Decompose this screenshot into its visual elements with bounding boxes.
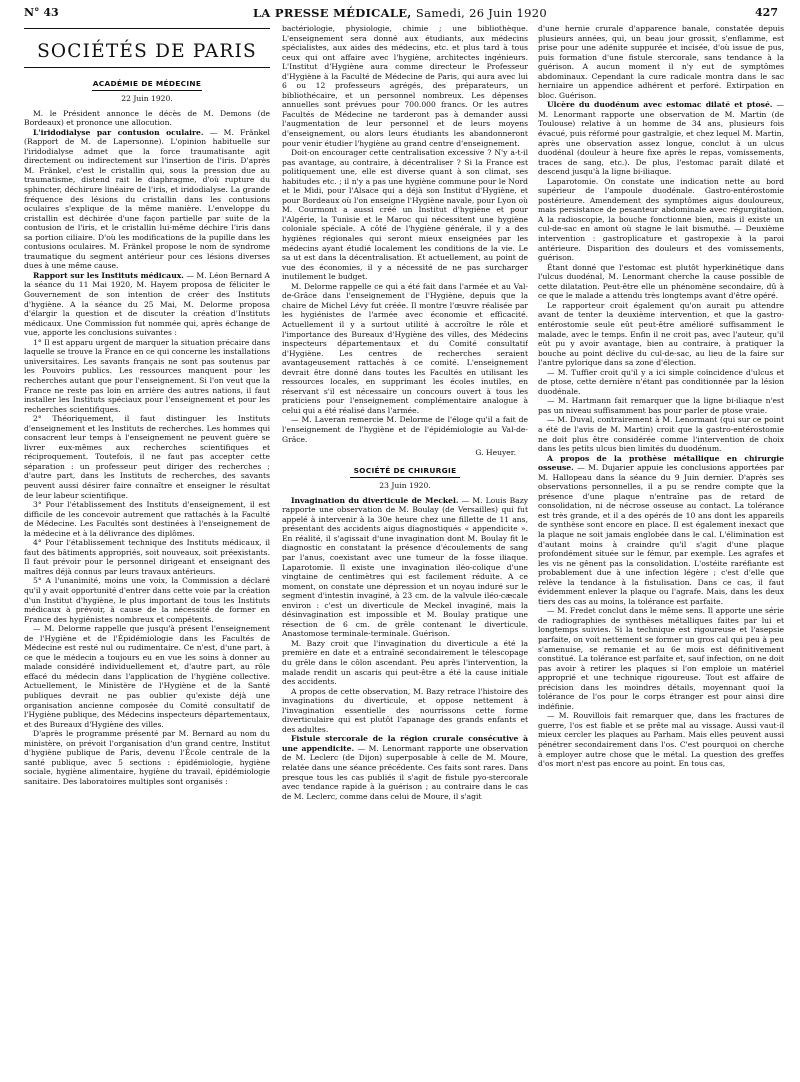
article-heading: A propos de la prothèse métallique en chirurgie osseuse. bbox=[538, 453, 784, 473]
paragraph: 2° Théoriquement, il faut distinguer les Instituts d'enseignement et les Instituts de recherches. Les hommes qui consacrent leur temps à l'enseignement ne peuvent guère se livrer eux-mêmes aux recherches scientifiques et réciproquement. Toutefois, il ne faut pas accepter cette séparation : un professeur peut diriger des recherches ; d'autre part, dans les Instituts de recherches, des savants peuvent aussi désirer faire connaître et enseigner le résultat de leur labeur scientifique. bbox=[24, 414, 270, 500]
paragraph: — M. Rouvillois fait remarquer que, dans les fractures de guerre, l'os est fiable et se prête mal au vissage. Aussi vaut-il mieux cercler les plaques au Parham. Mais elles peuvent aussi pénétrer secondairement dans l'os. C'est pourquoi on cherche à employer autre chose que le métal. La question des greffes d'os mort n'est pas encore au point. En tous cas, bbox=[538, 711, 784, 769]
journal-title-line bbox=[0, 6, 800, 20]
article-heading: L'iridodialyse par contusion oculaire. bbox=[33, 127, 204, 137]
section-heading-chirurgie: SOCIÉTÉ DE CHIRURGIE bbox=[282, 466, 528, 479]
session-date: 22 Juin 1920. bbox=[121, 94, 173, 104]
column-2 bbox=[282, 24, 528, 1076]
paragraph: — M. Duval, contrairement à M. Lenormant (qui sur ce point a été de l'avis de M. Martin) croit que la gastro-entérostomie ne doit plus être considérée comme l'intervention de choix dans les petits ulcus bien limités du duodénum. bbox=[538, 415, 784, 454]
paragraph: d'une hernie crurale d'apparence banale, constatée depuis plusieurs années, qui, un beau jour grossit, s'enflamme, est prise pour une adénite suppurée et incisée, d'où issue de pus, puis formation d'une fistule stercorale, sans tendance à la guérison. A aucun moment il n'y eut de symptômes abdominaux. Cependant la cure radicale montra dans le sac herniaire un appendice adhérent et perforé. Extirpation en bloc. Guérison. bbox=[538, 24, 784, 100]
paragraph: M. Delorme rappelle ce qui a été fait dans l'armée et au Val-de-Grâce dans l'enseignement de l'Hygiène, depuis que la chaire de Michel Lévy fut créée. Il montre l'œuvre réalisée par les hygiénistes de l'armée avec économie et efficacité. Actuellement il y a surtout utilité à accroître le rôle et l'importance des Bureaux d'Hygiène des villes, des Médecins inspecteurs départementaux et du Comité consultatif d'Hygiène. Les centres de recherches seraient avantageusement rattachés à ce comité. L'enseignement devrait être donné dans toutes les Facultés en utilisant les ressources locales, en supprimant les écoles inutiles, en réservant s'il est nécessaire un concours ouvert à tous les praticiens pour l'enseignement complémentaire analogue à celui qui a été réalisé dans l'armée. bbox=[282, 281, 528, 415]
paragraph: — M. Fredet conclut dans le même sens. Il apporte une série de radiographies de synthèses métalliques faites par lui et longtemps suivies. Si la technique est rigoureuse et l'asepsie parfaite, on voit nettement se former un gros cal qui peu à peu s'amenuise, se remanie et au 6e mois est définitivement constitué. La tolérance est parfaite et, sauf infection, on ne doit pas avoir à retirer les plaques si l'on emploie un matériel approprié et une technique rigoureuse. Tout est affaire de précision dans les moindres détails, moyennant quoi la tolérance de l'os pour le corps étranger est pour ainsi dire indéfinie. bbox=[538, 606, 784, 711]
article-heading: Rapport sur les Instituts médicaux. bbox=[33, 270, 184, 280]
paragraph: Étant donné que l'estomac est plutôt hyperkinétique dans l'ulcus duodénal, M. Lenormant cherche la cause possible de cette dilatation. Peut-être elle un phénomène secondaire, dû à ce que le malade a attendu très longtemps avant d'être opéré. bbox=[538, 262, 784, 301]
paragraph: Doit-on encourager cette centralisation excessive ? N'y a-t-il pas avantage, au contraire, à décentraliser ? Si la France est politiquement une, elle est diverse quant à son climat, ses habitudes etc. ; il n'y a pas une hygiène commune pour le Nord et le Midi, pour l'Alsace qui a déjà son Institut d'Hygiène, et pour Bordeaux où l'on enseigne l'Hygiène navale, pour Lyon où M. Courmont a aussi créé un Institut d'hygiène et pour l'Algérie, la Tunisie et le Maroc qui nécessitent une hygiène coloniale spéciale. A côté de l'hygiène générale, il y a des hygiènes régionales qui seront mieux enseignées par les médecins ayant étudié localement les conditions de la vie. Le sa ut est dans la décentralisation. Et actuellement, au point de vue des économies, il y a nécessité de ne pas surcharger inutilement le budget. bbox=[282, 148, 528, 282]
page-title: SOCIÉTÉS DE PARIS bbox=[24, 28, 270, 68]
column-1 bbox=[24, 24, 270, 1076]
article-heading: Ulcère du duodénum avec estomac dilaté et ptosé. bbox=[547, 100, 773, 110]
paragraph: A propos de cette observation, M. Bazy retrace l'histoire des invaginations du diverticule, et oppose nettement à l'invagination essentielle des nourrissons cette forme diverticulaire qui est plutôt l'apanage des grands enfants et des adultes. bbox=[282, 686, 528, 734]
section-heading-academie: ACADÉMIE DE MÉDECINE bbox=[24, 79, 270, 92]
paragraph: bactériologie, physiologie, chimie ; une bibliothèque. L'enseignement sera donné aux étudiants, aux médecins spécialistes, aux aides des médecins, etc. et plus tard à tous ceux qui ont affaire avec l'hygiène, architectes ingénieurs. L'Institut d'Hygiène aura comme directeur le Professeur d'Hygiène à la Faculté de Médecine de Paris, qui aura avec lui 6 ou 12 professeurs agrégés, des préparateurs, un bibliothécaire, et un personnel nombreux. Les dépenses annuelles sont prévues pour 700.000 francs. Or les autres Facultés de Médecine ne tarderont pas à demander aussi l'augmentation de leur personnel et de leurs moyens d'enseignement, ou alors leurs étudiants les abandonneront pour venir étudier l'hygiène au grand centre d'enseignement. bbox=[282, 24, 528, 148]
journal-title: LA PRESSE MÉDICALE, bbox=[252, 6, 412, 20]
page-number: 427 bbox=[755, 6, 778, 19]
article-ulcere-duodenum: Ulcère du duodénum avec estomac dilaté et ptosé. — M. Lenormant rapporte une observation de M. Martin (de Toulouse) relative à un homme de 34 ans, plusieurs fois évacué, puis réformé pour gastralgie, et chez lequel M. Martin, après une observation assez longue, conclut à un ulcus duodénal (douleur à heure fixe après le repas, vomissements, traces de sang, etc.). De plus, l'estomac paraît dilaté et descend jusqu'à la ligne bi-iliaque. bbox=[538, 100, 784, 177]
author-signature: G. Heuyer. bbox=[475, 448, 516, 458]
article-iridodialyse: L'iridodialyse par contusion oculaire. — M. Fränkel (Rapport de M. de Lapersonne). L'opinion habituelle sur l'iridodialyse admet que la force traumatisante agit directement ou indirectement sur l'insertion de l'iris. D'après M. Fränkel, c'est le cristallin qui, sous la pression due au traumatisme, distend rait le diaphragme, d'où rupture du sphincter, déchirure linéaire de l'iris, et iridodialyse. La grande fréquence des lésions du cristallin dans les contusions oculaires s'explique de la même manière. L'enveloppe du cristallin est déchirée d'une façon partielle par suite de la contusion de l'iris, et le cristallin lui-même déchire l'iris dans sa portion ciliaire. D'où les modifications de la pupille dans les contusions oculaires. M. Fränkel propose le nom de syndrome traumatique du segment antérieur pour ces lésions diverses dues à une même cause. bbox=[24, 127, 270, 271]
paragraph: 3° Pour l'établissement des Instituts d'enseignement, il est difficile de les concevoir autrement que rattachés à la Faculté de Médecine. Les Facultés sont destinées à l'enseignement de la médecine et à la délivrance des diplômes. bbox=[24, 500, 270, 538]
paragraph: Le rapporteur croit également qu'on aurait pu attendre avant de tenter la deuxième intervention, et que la gastro-entérostomie seule eût peut-être amélioré suffisamment le malade, avec le temps. Enfin il ne croit pas, avec l'auteur, qu'il eût pu y avoir avantage, bien au contraire, à pratiquer la bouche au point déclive du cul-de-sac, au lieu de la faire sur l'antre pylorique dans sa zone d'élection. bbox=[538, 300, 784, 368]
article-heading: Invagination du diverticule de Meckel. bbox=[291, 495, 459, 505]
paragraph: Laparotomie. On constate une indication nette au bord supérieur de l'ampoule duodénale. Gastro-entérostomie postérieure. Amendement des symptômes aigus douloureux, mais persistance de pesanteur abdominale avec régurgitation. A la radioscopie, la bouche fonctionne bien, mais il existe un cul-de-sac en amont où stagne le lait bismuthé. — Deuxième intervention : gastroplicature et gastropexie à la paroi antérieure. Disparition des douleurs et des vomissements, guérison. bbox=[538, 176, 784, 263]
article-prothese-metallique: A propos de la prothèse métallique en chirurgie osseuse. — M. Dujarier appuie les conclusions apportées par M. Hallopeau dans la séance du 9 Juin dernier. D'après ses observations personnelles, il a pu se rendre compte que la présence d'une plaque n'entraîne pas de retard de consolidation, ni de nécrose osseuse au contact. La tolérance est très grande, et il a des opérés de 10 ans dont les appareils de synthèse sont encore en place. Il est également inexact que la plaque ne soit jamais englobée dans le cal. L'élimination est d'autant moins à craindre qu'il s'agit d'une plaque profondément située sur le fémur, par exemple. Les agrafes et les vis ne gênent pas la consolidation. L'ostéite raréfiante est probablement due à une infection légère ; c'est d'elle que relève la tendance à la fistulisation. Dans ce cas, il faut évidemment enlever la plaque ou l'agrafe. Mais, dans les deux tiers des cas au moins, la tolérance est parfaite. bbox=[538, 453, 784, 606]
issue-date: Samedi, 26 Juin 1920 bbox=[415, 6, 547, 20]
article-heading: Fistule stercorale de la région crurale consécutive à une appendicite. bbox=[282, 734, 528, 753]
paragraph: — M. Laveran remercie M. Delorme de l'éloge qu'il a fait de l'enseignement de l'hygiène et de l'épidémiologie au Val-de-Grâce. bbox=[282, 415, 528, 444]
paragraph: — M. Tuffier croit qu'il y a ici simple coïncidence d'ulcus et de ptose, cette dernière n'étant pas conditionnée par la lésion duodénale. bbox=[538, 367, 784, 396]
article-instituts-medicaux: Rapport sur les Instituts médicaux. — M. Léon Bernard A la séance du 11 Mai 1920, M. Hayem proposa de féliciter le Gouvernement de son intention de créer des Instituts d'hygiène. A la séance du 25 Mai, M. Delorme proposa d'élargir la question et de discuter la création d'Instituts médicaux. Une Commission fut nommée qui, après échange de vue, apporte les conclusions suivantes : bbox=[24, 270, 270, 338]
paragraph: M. Bazy croit que l'invagination du diverticule a été la première en date et a entraîné secondairement le télescopage du grêle dans le côlon ascendant. Peu après l'intervention, la malade rendit un ascaris qui peut-être a été la cause initiale des accidents. bbox=[282, 638, 528, 687]
article-fistule-stercorale: Fistule stercorale de la région crurale consécutive à une appendicite. — M. Lenormant rapporte une observation de M. Leclerc (de Dijon) superposable à celle de M. Moure, relatée dans une séance précédente. Ces faits sont rares. Dans presque tous les cas publiés il s'agit de fistule pyo-stercorale avec tendance rapide à la guérison ; au contraire dans le cas de M. Leclerc, comme dans celui de Moure, il s'agit bbox=[282, 734, 528, 801]
paragraph: 5° A l'unanimité, moins une voix, la Commission a déclaré qu'il y avait opportunité d'entrer dans cette voie par la création d'un Institut d'hygiène, le plus important de tous les Instituts médicaux à prévoir, à cause de la nécessité de former en France des hygiénistes nombreux et compétents. bbox=[24, 576, 270, 624]
paragraph: D'après le programme présenté par M. Bernard au nom du ministère, on prévoit l'organisation d'un grand centre, Institut d'hygiène publique de Paris, devenu l'École centrale de la santé publique, avec 5 sections : épidémiologie, hygiène sociale, hygiène alimentaire, hygiène du travail, épidémiologie sanitaire. Des laboratoires multiples sont organisés : bbox=[24, 729, 270, 786]
paragraph: — M. Hartmann fait remarquer que la ligne bi-iliaque n'est pas un niveau suffisamment bas pour parler de ptose vraie. bbox=[538, 396, 784, 415]
article-meckel: Invagination du diverticule de Meckel. — M. Louis Bazy rapporte une observation de M. Boulay (de Versailles) qui fut appelé à intervenir à la 30e heure chez une fillette de 11 ans, présentant des accidents aigus diagnostiqués « appendicite ». En réalité, il s'agissait d'une invagination dont M. Boulay fit le diagnostic en constatant la présence d'écoulements de sang par l'anus, coexistant avec une tumeur de la fosse iliaque. Laparotomie. Il existe une invagination iléo-colique d'une vingtaine de centimètres qui est facilement réduite. A ce moment, on constate une dépression et un noyau induré sur le segment d'intestin invaginé, à 23 cm. de la valvule iléo-cæcale environ : c'est un diverticule de Meckel invaginé, mais la désinvagination est impossible et M. Boulay pratique une résection de 6 cm. de grêle contenant le diverticule. Anastomose terminale-terminale. Guérison. bbox=[282, 495, 528, 639]
session-date: 23 Juin 1920. bbox=[379, 481, 431, 491]
column-3 bbox=[538, 24, 784, 1076]
issue-number: N° 43 bbox=[24, 6, 59, 19]
paragraph: — M. Delorme rappelle que jusqu'à présent l'enseignement de l'Hygiène et de l'Épidémiologie dans les Facultés de Médecine est resté nul ou rudimentaire. Ce n'est, d'une part, à ce que le médecin a toujours eu en vue les soins à donner au malade considéré individuellement et, d'autre part, au rôle effacé du médecin dans l'application de l'hygiène collective. Actuellement, le Ministère de l'Hygiène et de la Santé publiques devrait ne pas oublier qu'existe déjà une organisation ancienne composée du Comité consultatif de l'Hygiène publique, des Médecins inspecteurs départementaux, et des Bureaux d'Hygiène des villes. bbox=[24, 624, 270, 729]
paragraph: 4° Pour l'établissement technique des Instituts médicaux, il faut des bâtiments appropriés, soit nouveaux, soit préexistants. Il faut prévoir pour le personnel dirigeant et enseignant des maîtres déjà connus par leurs travaux antérieurs. bbox=[24, 538, 270, 576]
paragraph: M. le Président annonce le décès de M. Demons (de Bordeaux) et prononce une allocution. bbox=[24, 108, 270, 128]
paragraph: 1° Il est apparu urgent de marquer la situation précaire dans laquelle se trouve la France en ce qui concerne les installations universitaires. Les savants français ne sont pas soutenus par les Pouvoirs publics. Les ressources manquent pour les recherches autant que pour l'enseignement. Si l'on veut que la France ne reste pas loin en arrière des autres nations, il faut installer les Instituts spéciaux pour l'enseignement et pour les recherches scientifiques. bbox=[24, 337, 270, 414]
page-header bbox=[0, 0, 800, 24]
